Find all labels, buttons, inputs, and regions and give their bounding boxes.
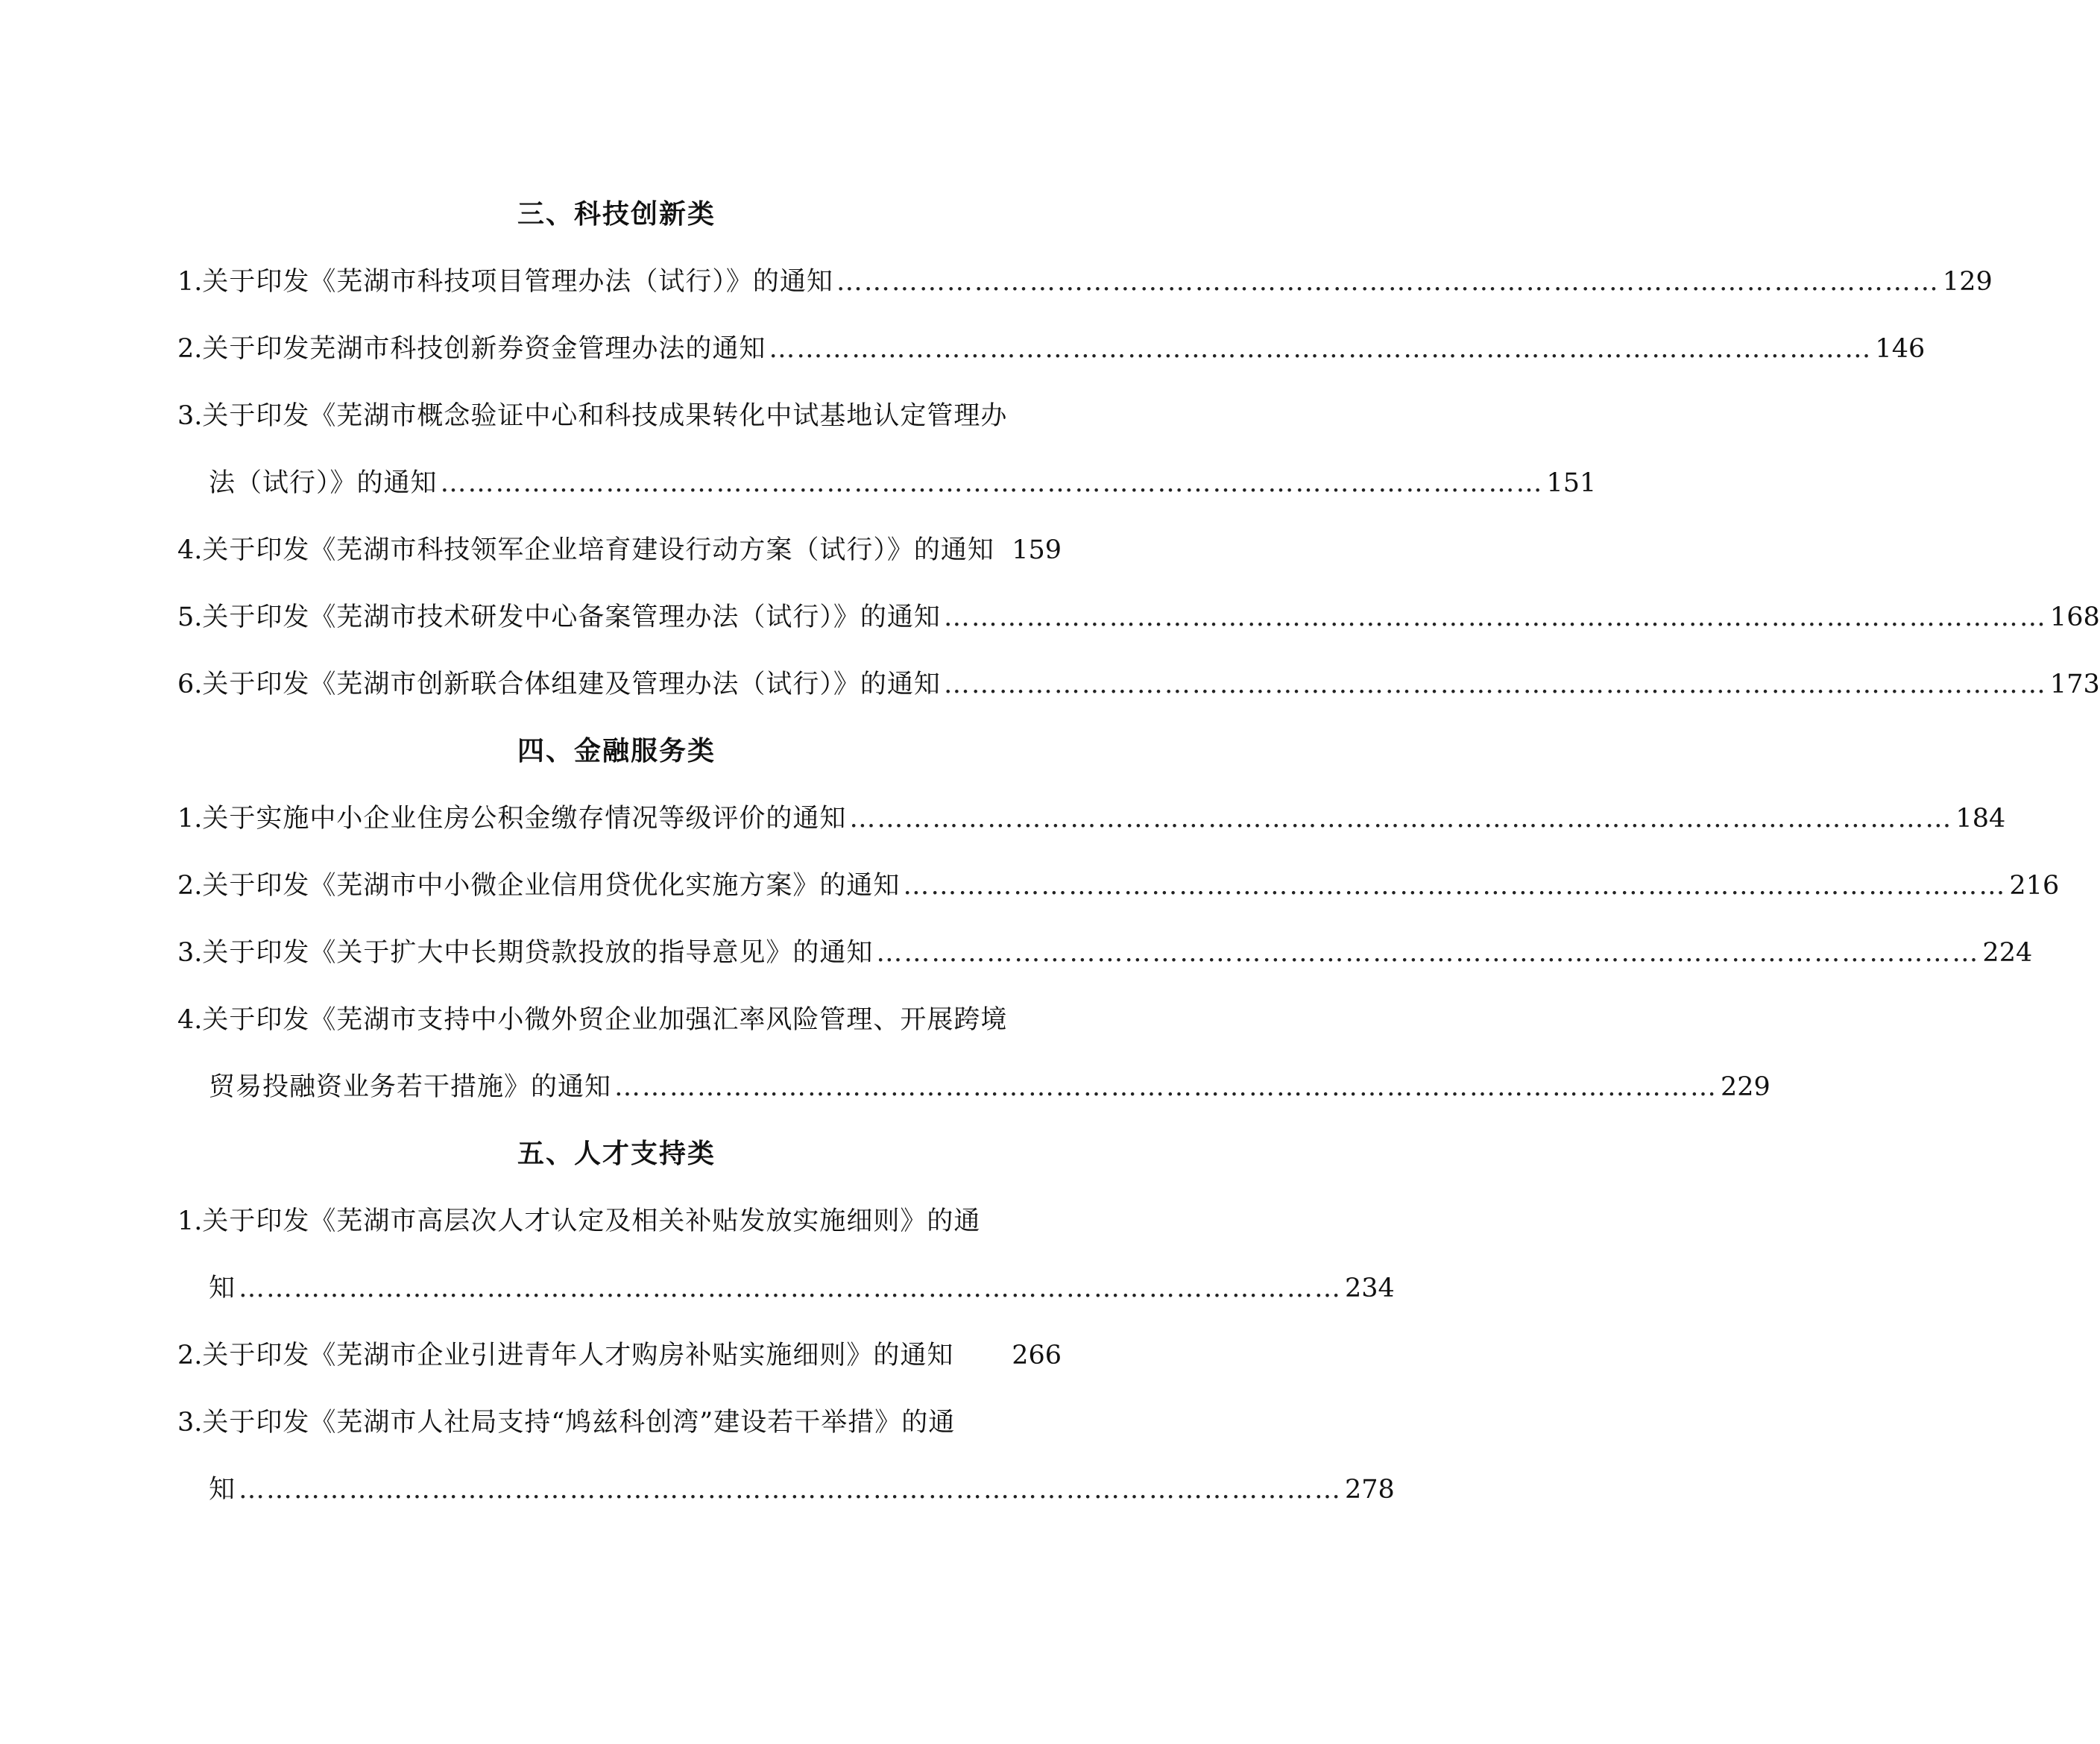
entry-title: 关于印发《芜湖市高层次人才认定及相关补贴发放实施细则》的通 bbox=[202, 1206, 981, 1236]
section-heading: 三、科技创新类 bbox=[517, 199, 716, 230]
entry-title: 关于印发《芜湖市科技项目管理办法（试行）》的通知 bbox=[202, 267, 833, 297]
toc-entry[interactable] bbox=[177, 1403, 1062, 1442]
toc-entry[interactable] bbox=[177, 1202, 1062, 1241]
entry-title: 关于印发《关于扩大中长期贷款投放的指导意见》的通知 bbox=[202, 938, 874, 968]
dot-leader: ………………………………………………………………………………………………………… bbox=[239, 1475, 1343, 1505]
entry-page-number: 146 bbox=[1875, 334, 1926, 364]
entry-page-number: 151 bbox=[1546, 468, 1597, 498]
entry-number: 3. bbox=[177, 401, 203, 431]
dot-leader: ………………………………………………………………………………………………………… bbox=[836, 267, 1940, 297]
dot-leader: ………………………………………………………………………………………………………… bbox=[239, 1274, 1343, 1303]
toc-entry[interactable] bbox=[177, 397, 1062, 435]
toc-entry[interactable] bbox=[177, 1336, 1062, 1375]
toc-entry[interactable] bbox=[177, 866, 2060, 905]
dot-leader: ………………………………………………………………………………………………………… bbox=[614, 1072, 1718, 1102]
entry-number: 4. bbox=[177, 1005, 203, 1035]
entry-title: 关于印发芜湖市科技创新券资金管理办法的通知 bbox=[202, 334, 766, 364]
entry-page-number: 184 bbox=[1955, 804, 2006, 834]
toc-entry-continuation[interactable] bbox=[209, 1269, 1395, 1308]
entry-title-continuation: 法（试行）》的通知 bbox=[209, 468, 438, 498]
entry-page-number: 168 bbox=[2049, 602, 2100, 632]
entry-title: 关于印发《芜湖市创新联合体组建及管理办法（试行）》的通知 bbox=[202, 670, 941, 699]
entry-title: 关于印发《芜湖市概念验证中心和科技成果转化中试基地认定管理办 bbox=[202, 401, 1008, 431]
entry-number: 2. bbox=[177, 334, 203, 364]
entry-title: 关于印发《芜湖市人社局支持“鸠兹科创湾”建设若干举措》的通 bbox=[202, 1408, 956, 1438]
entry-number: 3. bbox=[177, 1408, 203, 1438]
entry-title: 关于印发《芜湖市支持中小微外贸企业加强汇率风险管理、开展跨境 bbox=[202, 1005, 1008, 1035]
entry-title-continuation: 知 bbox=[209, 1274, 236, 1303]
entry-title: 关于印发《芜湖市企业引进青年人才购房补贴实施细则》的通知 bbox=[202, 1341, 954, 1370]
entry-number: 1. bbox=[177, 804, 203, 834]
entry-number: 2. bbox=[177, 871, 203, 901]
toc-entry[interactable] bbox=[177, 262, 1993, 301]
entry-page-number: 229 bbox=[1721, 1072, 1771, 1102]
toc-entry-continuation[interactable] bbox=[209, 1068, 1771, 1106]
toc-entry[interactable] bbox=[177, 665, 2100, 704]
entry-number: 3. bbox=[177, 938, 203, 968]
toc-entry[interactable] bbox=[177, 799, 2006, 838]
toc-entry[interactable] bbox=[177, 934, 2033, 972]
entry-page-number: 173 bbox=[2049, 670, 2100, 699]
entry-page-number: 129 bbox=[1942, 267, 1993, 297]
entry-page-number: 234 bbox=[1345, 1274, 1395, 1303]
entry-number: 6. bbox=[177, 670, 203, 699]
dot-leader: ………………………………………………………………………………………………………… bbox=[943, 602, 2047, 632]
toc-entry-continuation[interactable] bbox=[209, 464, 1597, 503]
entry-page-number: 266 bbox=[1012, 1341, 1062, 1370]
toc-entry[interactable] bbox=[177, 598, 2100, 637]
entry-title-continuation: 知 bbox=[209, 1475, 236, 1505]
entry-page-number: 224 bbox=[1982, 938, 2033, 968]
toc-entry[interactable] bbox=[177, 1001, 1062, 1039]
toc-entry-continuation[interactable] bbox=[209, 1470, 1395, 1509]
entry-number: 1. bbox=[177, 1206, 203, 1236]
entry-page-number: 216 bbox=[2009, 871, 2060, 901]
entry-page-number: 159 bbox=[1012, 535, 1062, 565]
section-heading: 五、人才支持类 bbox=[517, 1139, 716, 1169]
entry-title: 关于实施中小企业住房公积金缴存情况等级评价的通知 bbox=[202, 804, 847, 834]
dot-leader: ………………………………………………………………………………………………………… bbox=[849, 804, 1953, 834]
entry-title: 关于印发《芜湖市技术研发中心备案管理办法（试行）》的通知 bbox=[202, 602, 941, 632]
dot-leader: ………………………………………………………………………………………………………… bbox=[903, 871, 2007, 901]
entry-title-continuation: 贸易投融资业务若干措施》的通知 bbox=[209, 1072, 612, 1102]
dot-leader: ………………………………………………………………………………………………………… bbox=[440, 468, 1544, 498]
entry-number: 1. bbox=[177, 267, 203, 297]
toc-entry[interactable] bbox=[177, 330, 1926, 368]
entry-number: 5. bbox=[177, 602, 203, 632]
entry-number: 4. bbox=[177, 535, 203, 565]
dot-leader: ………………………………………………………………………………………………………… bbox=[876, 938, 1980, 968]
dot-leader: ………………………………………………………………………………………………………… bbox=[943, 670, 2047, 699]
entry-title: 关于印发《芜湖市中小微企业信用贷优化实施方案》的通知 bbox=[202, 871, 901, 901]
entry-number: 2. bbox=[177, 1341, 203, 1370]
entry-title: 关于印发《芜湖市科技领军企业培育建设行动方案（试行）》的通知 bbox=[202, 535, 994, 565]
section-heading: 四、金融服务类 bbox=[517, 736, 716, 766]
toc-entry[interactable] bbox=[177, 531, 1062, 570]
entry-page-number: 278 bbox=[1345, 1475, 1395, 1505]
dot-leader: ………………………………………………………………………………………………………… bbox=[769, 334, 1873, 364]
